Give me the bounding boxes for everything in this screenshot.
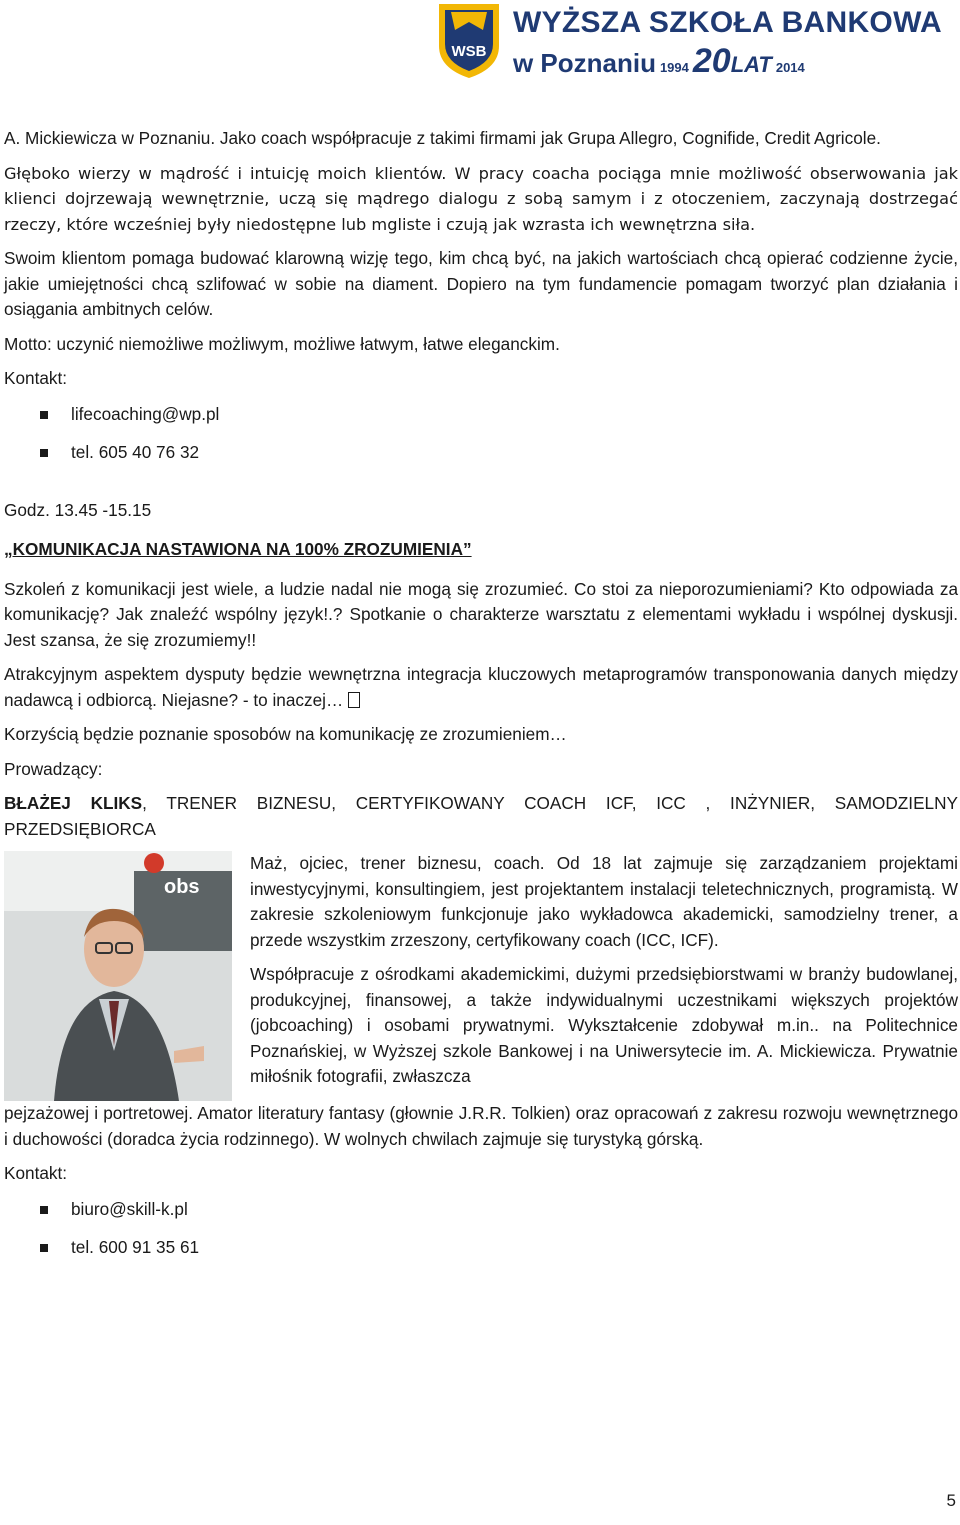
contact-phone[interactable]: tel. 605 40 76 32 [4, 440, 958, 478]
logo-year-start: 1994 [659, 60, 689, 75]
bio-paragraph-2: Współpracuje z ośrodkami akademickimi, dużymi przedsiębiorstwami w branży budowlanej, produkcyjnej, finansowej, a także indywidualnymi uczestnikami większych projektów (jobcoaching) i osobami prywatnymi. Wykształcenie zdobywał m.in.. na Politechnice Poznańskiej, w Wyższej szkole Bankowej i na Uniwersytecie im. A. Mickiewicza. Prywatnie miłośnik fotografii, zwłaszcza [250, 964, 958, 1086]
host-photo-image [4, 851, 232, 1101]
host-heading [4, 791, 958, 842]
paragraph-benefit: Korzyścią będzie poznanie sposobów na komunikację ze zrozumieniem… [4, 724, 567, 744]
paragraph-communication: Szkoleń z komunikacji jest wiele, a ludzie nadal nie mogą się zrozumieć. Co stoi za nieporozumieniami? Kto odpowiada za komunikację? Jak znaleźć wspólny język!.? Spotkanie o charakterze warsztatu z elementami wykładu i wspólnej dyskusji. Jest szansa, że się zrozumiemy!! [4, 578, 958, 650]
paragraph-intro: A. Mickiewicza w Poznaniu. Jako coach współpracuje z takimi firmami jak Grupa Allegro, Cognifide, Credit Agricole. [4, 128, 881, 148]
document-body [4, 126, 958, 1273]
host-photo [4, 851, 232, 1101]
session-time: Godz. 13.45 -15.15 [4, 499, 152, 520]
logo-anniversary-number: 20 [692, 42, 731, 80]
host-contact-email[interactable]: biuro@skill-k.pl [4, 1197, 958, 1235]
bio-paragraph-1: Maż, ojciec, trener biznesu, coach. Od 18 lat zajmuje się zarządzaniem projektami inwestycyjnymi, konsultingiem, jest projektantem instalacji teletechnicznych, programistą. W zakresie szkoleniowym funkcjonuje jako wykładowca akademicki, samodzielny trener, a przede wszystkim zrzeszony, certyfikowany coach (ICC, ICF). [250, 853, 958, 950]
host-bio [4, 851, 958, 1101]
logo-year-end: 2014 [775, 60, 805, 75]
paragraph-aspect [4, 662, 958, 713]
session-title: „KOMUNIKACJA NASTAWIONA NA 100% ZROZUMIENIA” [4, 539, 472, 559]
logo-abbr: WSB [451, 43, 487, 60]
logo-school-name: WYŻSZA SZKOŁA BANKOWA [512, 6, 942, 39]
logo-anniversary-word: LAT [730, 52, 772, 77]
wsb-shield-icon [437, 2, 501, 80]
paragraph-belief: Głęboko wierzy w mądrość i intuicję moich klientów. W pracy coacha pociąga mnie możliwość obserwowania jak klienci dojrzewają wewnętrznie, uczą się mądrego dialogu z sobą samym i z otoczeniem, zaczynają dostrzegać rzeczy, które wcześniej były niedostępne lub mgliste i czują jak wzrasta ich wewnętrzna siła. [4, 163, 958, 234]
host-contact-phone[interactable]: tel. 600 91 35 61 [4, 1235, 958, 1273]
contact-label: Kontakt: [4, 368, 68, 388]
logo-city: w Poznaniu [512, 48, 656, 78]
host-label: Prowadzący: [4, 758, 103, 779]
wsb-logo [437, 0, 942, 82]
contact-email[interactable]: lifecoaching@wp.pl [4, 402, 958, 440]
aspect-text: Atrakcyjnym aspektem dysputy będzie wewnętrzna integracja kluczowych metaprogramów transponowania danych między nadawcą i odbiorcą. Niejasne? - to inaczej… [4, 664, 958, 710]
host-titles: , TRENER BIZNESU, CERTYFIKOWANY COACH ICF, ICC , INŻYNIER, SAMODZIELNY PRZEDSIĘBIORCA [4, 793, 958, 839]
bio-paragraph-3: pejzażowej i portretowej. Amator literatury fantasy (głownie J.R.R. Tolkien) oraz opracowań z zakresu rozwoju wewnętrznego i duchowości (doradca życia rodzinnego). W wolnych chwilach zajmuje się turystyką górską. [4, 1103, 958, 1149]
svg-text:obs: obs [164, 876, 200, 898]
host-contact-list [4, 1197, 958, 1273]
missing-glyph-icon [348, 692, 360, 708]
contact-list [4, 402, 958, 478]
host-contact-label: Kontakt: [4, 1163, 68, 1183]
paragraph-clients: Swoim klientom pomaga budować klarowną wizję tego, kim chcą być, na jakich wartościach chcą opierać codzienne życie, jakie umiejętności chcą szlifować w sobie na diament. Dopiero na tym fundamencie pomagam tworzyć plan działania i osiągania ambitnych celów. [4, 248, 958, 319]
motto: Motto: uczynić niemożliwe możliwym, możliwe łatwym, łatwe eleganckim. [4, 333, 560, 354]
host-name: BŁAŻEJ KLIKS [4, 793, 143, 813]
page-number: 5 [946, 1491, 956, 1510]
